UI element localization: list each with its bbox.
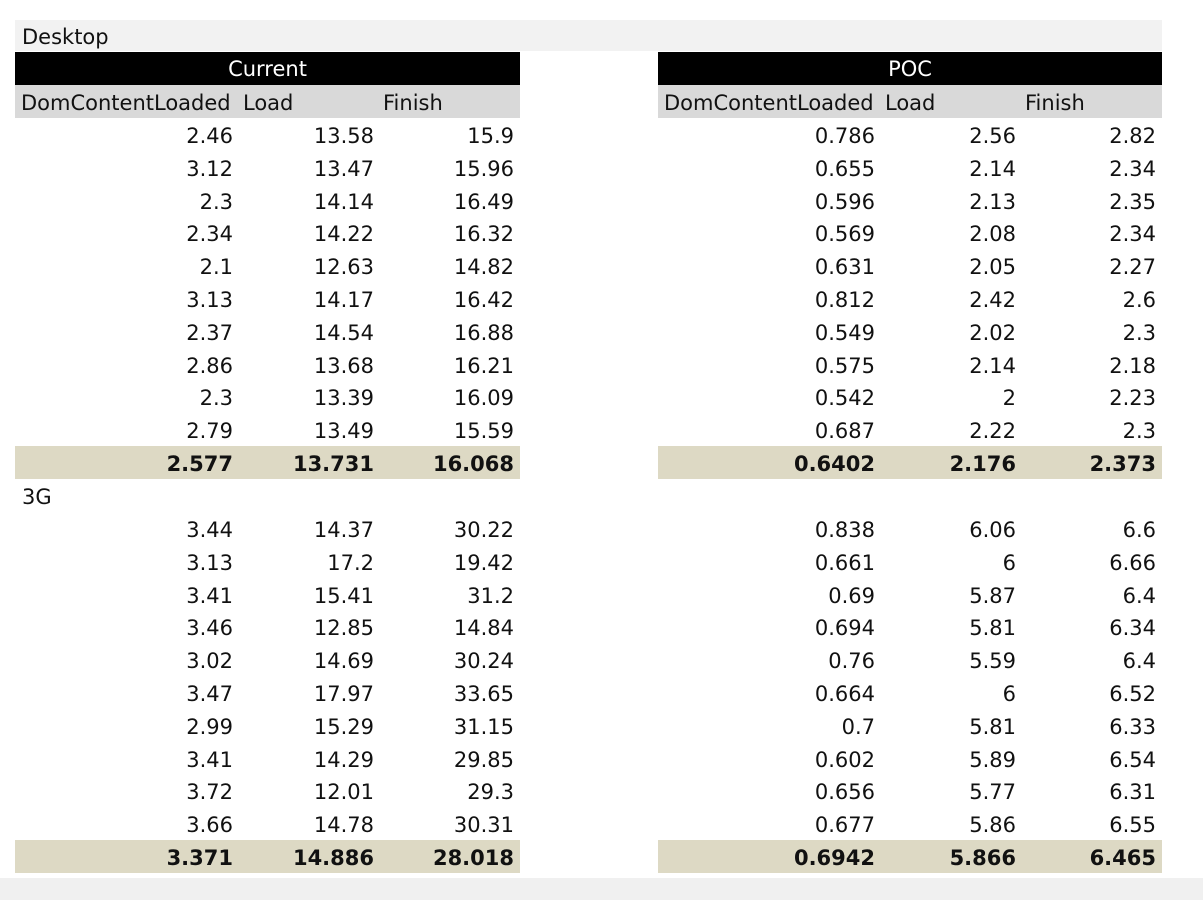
value-cell-poc: 2.05 — [969, 255, 1016, 279]
group-title-poc: POC — [888, 57, 932, 81]
value-cell-poc: 0.656 — [814, 780, 875, 804]
value-cell-poc: 0.69 — [828, 584, 875, 608]
value-cell-current: 17.97 — [313, 682, 374, 706]
value-cell-poc: 0.542 — [814, 386, 875, 410]
value-cell-poc: 2.02 — [969, 321, 1016, 345]
column-header-finish: Finish — [383, 91, 443, 115]
value-cell-poc: 2.14 — [969, 157, 1016, 181]
value-cell-poc: 2.42 — [969, 288, 1016, 312]
value-cell-poc: 6.6 — [1122, 518, 1156, 542]
value-cell-current: 2.3 — [199, 190, 233, 214]
value-cell-poc: 2.14 — [969, 354, 1016, 378]
value-cell-poc: 6.33 — [1109, 715, 1156, 739]
value-cell-poc: 6 — [1002, 551, 1016, 575]
value-cell-poc: 2.22 — [969, 419, 1016, 443]
value-cell-poc: 6 — [1002, 682, 1016, 706]
value-cell-current: 2.79 — [186, 419, 233, 443]
value-cell-poc: 5.81 — [969, 715, 1016, 739]
average-cell-current: 13.731 — [292, 452, 374, 476]
value-cell-poc: 2.23 — [1109, 386, 1156, 410]
section-label-desktop: Desktop — [22, 25, 109, 49]
value-cell-current: 19.42 — [453, 551, 514, 575]
value-cell-poc: 0.549 — [814, 321, 875, 345]
value-cell-current: 3.13 — [186, 551, 233, 575]
value-cell-poc: 5.59 — [969, 649, 1016, 673]
value-cell-current: 13.58 — [313, 124, 374, 148]
value-cell-poc: 5.86 — [969, 813, 1016, 837]
value-cell-poc: 6.4 — [1122, 649, 1156, 673]
value-cell-current: 15.59 — [453, 419, 514, 443]
value-cell-poc: 2.34 — [1109, 222, 1156, 246]
value-cell-poc: 2.08 — [969, 222, 1016, 246]
value-cell-current: 14.78 — [313, 813, 374, 837]
average-cell-current: 3.371 — [166, 846, 233, 870]
value-cell-poc: 0.661 — [814, 551, 875, 575]
value-cell-current: 2.3 — [199, 386, 233, 410]
value-cell-poc: 5.77 — [969, 780, 1016, 804]
average-cell-current: 28.018 — [432, 846, 514, 870]
value-cell-current: 30.24 — [453, 649, 514, 673]
value-cell-current: 13.68 — [313, 354, 374, 378]
value-cell-poc: 2.56 — [969, 124, 1016, 148]
value-cell-poc: 5.81 — [969, 616, 1016, 640]
value-cell-current: 2.34 — [186, 222, 233, 246]
value-cell-poc: 0.7 — [841, 715, 875, 739]
column-header-load: Load — [243, 91, 294, 115]
value-cell-current: 29.3 — [467, 780, 514, 804]
value-cell-current: 31.2 — [467, 584, 514, 608]
value-cell-poc: 0.786 — [814, 124, 875, 148]
value-cell-poc: 6.66 — [1109, 551, 1156, 575]
value-cell-current: 15.41 — [313, 584, 374, 608]
value-cell-poc: 6.55 — [1109, 813, 1156, 837]
value-cell-current: 16.21 — [453, 354, 514, 378]
value-cell-poc: 0.631 — [814, 255, 875, 279]
column-header-load: Load — [885, 91, 936, 115]
value-cell-poc: 0.664 — [814, 682, 875, 706]
value-cell-poc: 0.687 — [814, 419, 875, 443]
value-cell-poc: 0.596 — [814, 190, 875, 214]
average-cell-poc: 6.465 — [1089, 846, 1156, 870]
value-cell-current: 16.88 — [453, 321, 514, 345]
value-cell-current: 3.46 — [186, 616, 233, 640]
section-label-3g: 3G — [22, 485, 52, 509]
average-cell-current: 14.886 — [292, 846, 374, 870]
bottom-edge — [0, 878, 1203, 900]
section-label-bar — [15, 20, 1162, 51]
value-cell-current: 14.22 — [313, 222, 374, 246]
value-cell-current: 14.29 — [313, 748, 374, 772]
value-cell-poc: 2.27 — [1109, 255, 1156, 279]
value-cell-current: 2.37 — [186, 321, 233, 345]
column-header-domcontentloaded: DomContentLoaded — [664, 91, 874, 115]
value-cell-current: 3.13 — [186, 288, 233, 312]
value-cell-current: 14.82 — [453, 255, 514, 279]
value-cell-poc: 2.6 — [1122, 288, 1156, 312]
value-cell-poc: 0.602 — [814, 748, 875, 772]
value-cell-poc: 2.3 — [1122, 419, 1156, 443]
group-title-current: Current — [228, 57, 307, 81]
value-cell-poc: 0.655 — [814, 157, 875, 181]
average-cell-poc: 2.373 — [1089, 452, 1156, 476]
value-cell-current: 14.17 — [313, 288, 374, 312]
average-cell-poc: 2.176 — [949, 452, 1016, 476]
value-cell-current: 14.69 — [313, 649, 374, 673]
column-header-finish: Finish — [1025, 91, 1085, 115]
value-cell-current: 14.84 — [453, 616, 514, 640]
value-cell-poc: 2.3 — [1122, 321, 1156, 345]
value-cell-poc: 0.677 — [814, 813, 875, 837]
group-header-poc — [658, 52, 1162, 85]
value-cell-current: 15.29 — [313, 715, 374, 739]
value-cell-poc: 0.569 — [814, 222, 875, 246]
value-cell-current: 3.02 — [186, 649, 233, 673]
value-cell-current: 3.47 — [186, 682, 233, 706]
value-cell-poc: 2.13 — [969, 190, 1016, 214]
value-cell-poc: 2 — [1002, 386, 1016, 410]
value-cell-current: 12.85 — [313, 616, 374, 640]
value-cell-poc: 6.54 — [1109, 748, 1156, 772]
value-cell-current: 12.63 — [313, 255, 374, 279]
average-cell-poc: 0.6402 — [793, 452, 875, 476]
value-cell-poc: 0.575 — [814, 354, 875, 378]
value-cell-current: 3.12 — [186, 157, 233, 181]
value-cell-poc: 2.82 — [1109, 124, 1156, 148]
value-cell-current: 30.31 — [453, 813, 514, 837]
value-cell-current: 16.32 — [453, 222, 514, 246]
value-cell-poc: 0.76 — [828, 649, 875, 673]
value-cell-current: 3.41 — [186, 748, 233, 772]
value-cell-poc: 6.34 — [1109, 616, 1156, 640]
average-cell-current: 16.068 — [432, 452, 514, 476]
value-cell-current: 15.9 — [467, 124, 514, 148]
value-cell-poc: 2.34 — [1109, 157, 1156, 181]
value-cell-poc: 5.87 — [969, 584, 1016, 608]
value-cell-current: 17.2 — [327, 551, 374, 575]
value-cell-poc: 6.52 — [1109, 682, 1156, 706]
value-cell-poc: 6.4 — [1122, 584, 1156, 608]
value-cell-current: 2.46 — [186, 124, 233, 148]
value-cell-current: 33.65 — [453, 682, 514, 706]
average-cell-poc: 0.6942 — [793, 846, 875, 870]
value-cell-current: 3.41 — [186, 584, 233, 608]
value-cell-current: 16.42 — [453, 288, 514, 312]
value-cell-current: 16.49 — [453, 190, 514, 214]
value-cell-current: 30.22 — [453, 518, 514, 542]
value-cell-current: 16.09 — [453, 386, 514, 410]
value-cell-current: 15.96 — [453, 157, 514, 181]
value-cell-current: 14.37 — [313, 518, 374, 542]
value-cell-current: 3.44 — [186, 518, 233, 542]
value-cell-current: 29.85 — [453, 748, 514, 772]
value-cell-current: 13.39 — [313, 386, 374, 410]
average-cell-poc: 5.866 — [949, 846, 1016, 870]
value-cell-poc: 5.89 — [969, 748, 1016, 772]
value-cell-current: 3.66 — [186, 813, 233, 837]
value-cell-poc: 0.694 — [814, 616, 875, 640]
value-cell-current: 14.54 — [313, 321, 374, 345]
group-header-current — [15, 52, 520, 85]
value-cell-current: 3.72 — [186, 780, 233, 804]
value-cell-current: 14.14 — [313, 190, 374, 214]
value-cell-poc: 2.18 — [1109, 354, 1156, 378]
value-cell-poc: 2.35 — [1109, 190, 1156, 214]
average-cell-current: 2.577 — [166, 452, 233, 476]
value-cell-poc: 6.31 — [1109, 780, 1156, 804]
column-header-domcontentloaded: DomContentLoaded — [21, 91, 231, 115]
value-cell-poc: 0.838 — [814, 518, 875, 542]
value-cell-current: 13.49 — [313, 419, 374, 443]
value-cell-current: 13.47 — [313, 157, 374, 181]
value-cell-current: 2.1 — [199, 255, 233, 279]
value-cell-current: 2.86 — [186, 354, 233, 378]
value-cell-current: 12.01 — [313, 780, 374, 804]
value-cell-current: 2.99 — [186, 715, 233, 739]
value-cell-current: 31.15 — [453, 715, 514, 739]
value-cell-poc: 0.812 — [814, 288, 875, 312]
value-cell-poc: 6.06 — [969, 518, 1016, 542]
